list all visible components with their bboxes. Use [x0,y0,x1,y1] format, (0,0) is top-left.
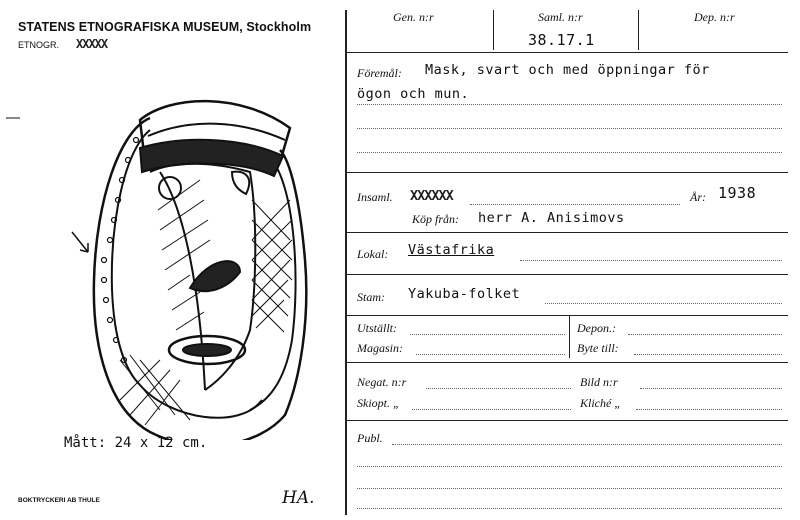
dotted-line [392,444,782,445]
rule-foremal [347,172,788,173]
foremal-label: Föremål: [357,66,402,80]
stam-label: Stam: [357,290,385,304]
printer-name: BOKTRYCKERI AB THULE [18,497,100,504]
dotted-line [357,128,782,129]
rule-insaml [347,232,788,233]
dotted-line [412,409,571,410]
byte-label: Byte till: [577,341,619,355]
foremal-text-line1: Mask, svart och med öppningar för [425,62,710,78]
dotted-line [628,334,782,335]
top-divider-2 [638,10,639,50]
skiopt-label: Skiopt. „ [357,396,400,410]
negat-label: Negat. n:r [357,375,407,389]
kop-label: Köp från: [412,212,460,226]
rule-top [347,52,788,53]
dotted-line [357,466,782,467]
depon-label: Depon.: [577,321,616,335]
dotted-line [634,354,782,355]
top-divider-1 [493,10,494,50]
rule-lokal [347,274,788,275]
mask-drawing [0,60,340,440]
dotted-line [545,303,782,304]
gen-label: Gen. n:r [393,10,434,24]
dotted-line [357,152,782,153]
dotted-line [357,104,782,105]
dotted-line [357,488,782,489]
saml-label: Saml. n:r [538,10,583,24]
insaml-label: Insaml. [357,190,393,204]
dotted-line [416,354,565,355]
size-note: Mått: 24 x 12 cm. [64,435,208,451]
magasin-label: Magasin: [357,341,403,355]
utstallt-label: Utställt: [357,321,398,335]
dep-label: Dep. n:r [694,10,735,24]
lokal-label: Lokal: [357,247,389,261]
bild-label: Bild n:r [580,375,618,389]
dotted-line [426,388,571,389]
etnogr-value: XXXXX [76,37,108,51]
etnogr-label: ETNOGR. [18,40,60,50]
stam-value: Yakuba-folket [408,286,521,302]
insaml-value: XXXXXX [410,188,453,204]
ar-label: År: [690,190,706,204]
publ-label: Publ. [357,431,383,445]
mid-divider [569,316,570,358]
rule-utstallt [347,362,788,363]
dotted-line [520,260,782,261]
cliche-label: Kliché „ [580,396,621,410]
dotted-line [410,334,565,335]
ar-value: 1938 [718,184,757,202]
rule-stam [347,315,788,316]
saml-value: 38.17.1 [528,31,595,49]
rule-negat [347,420,788,421]
dotted-line [636,409,782,410]
kop-value: herr A. Anisimovs [478,210,625,226]
lokal-value: Västafrika [408,242,495,258]
initials: HA. [282,488,315,508]
dotted-line [357,508,782,509]
museum-name: STATENS ETNOGRAFISKA MUSEUM, Stockholm [18,20,312,34]
card-left-border [345,10,347,515]
dotted-line [470,204,680,205]
dotted-line [640,388,782,389]
foremal-text-line2: ögon och mun. [357,86,470,102]
